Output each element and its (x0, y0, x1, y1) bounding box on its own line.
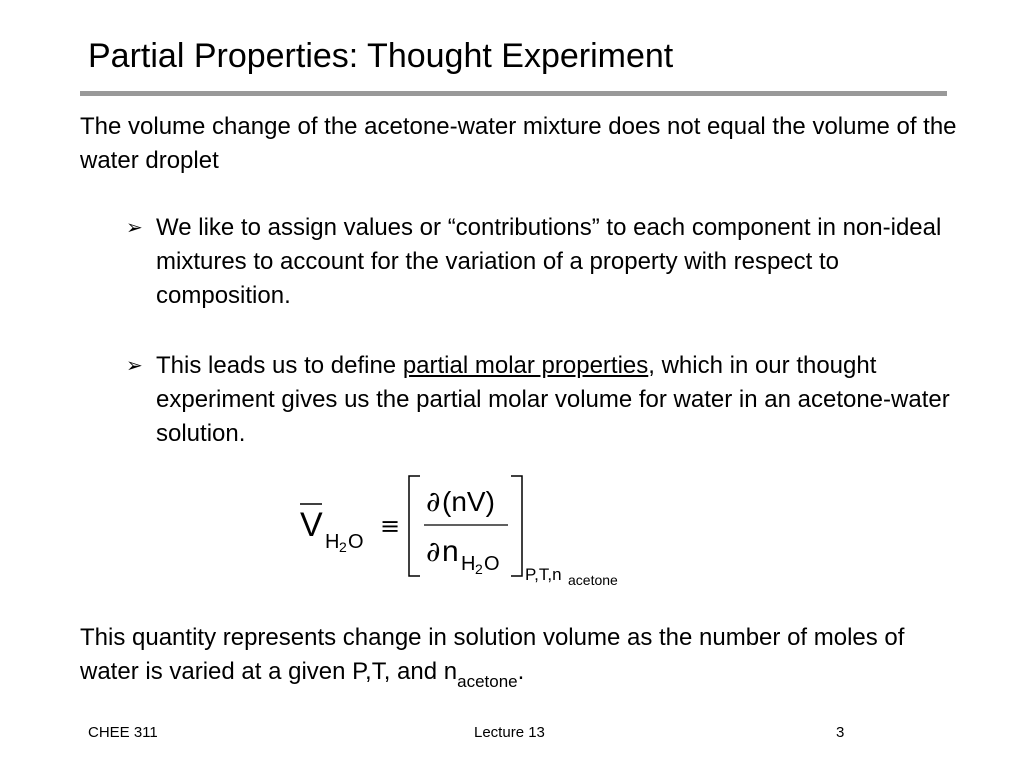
outro-text: This quantity represents change in solution volume as the number of moles of water is varied at a given P,T, and n (80, 624, 905, 685)
denominator-sub-h: H (461, 553, 476, 575)
bullet-item-partial-molar (126, 349, 956, 451)
bullet-text-after: , which in our thought experiment gives us the partial molar volume for water in an acetone-water solution. (156, 352, 950, 447)
constraint-sub: acetone (568, 572, 618, 588)
left-bracket (409, 476, 420, 576)
outro-paragraph (80, 621, 960, 689)
lhs-sub-o: O (348, 531, 364, 553)
constraint-label: P,T,n (525, 565, 562, 584)
lhs-sub-2: 2 (339, 539, 347, 555)
arrow-bullet-icon: ➢ (126, 217, 143, 239)
lhs-symbol: V (300, 506, 323, 544)
denominator-sub-2: 2 (475, 561, 483, 577)
equiv-sign: ≡ (380, 512, 401, 540)
outro-subscript: acetone (457, 672, 518, 691)
numerator-rest: (nV) (442, 486, 495, 517)
bullet-text-before: This leads us to define (156, 352, 403, 379)
arrow-bullet-icon: ➢ (126, 355, 143, 377)
denominator-n: n (442, 535, 459, 568)
denominator-partial: ∂ (426, 535, 441, 568)
denominator-sub-o: O (484, 553, 500, 575)
footer-course: CHEE 311 (88, 724, 158, 741)
bullet-text (156, 349, 956, 451)
bullet-item-contributions (126, 211, 956, 313)
title-divider (80, 91, 947, 96)
slide-title: Partial Properties: Thought Experiment (88, 37, 674, 75)
intro-paragraph: The volume change of the acetone-water mixture does not equal the volume of the water droplet (80, 113, 957, 174)
right-bracket (511, 476, 522, 576)
equation-graphic (298, 470, 658, 590)
footer-lecture: Lecture 13 (474, 724, 545, 741)
partial-molar-volume-equation (298, 470, 658, 590)
outro-end: . (517, 658, 525, 685)
footer-page-number: 3 (836, 724, 845, 741)
lhs-sub-h: H (325, 531, 340, 553)
bullet-text: We like to assign values or “contributions” to each component in non-ideal mixtures to account for the variation of a property with respect to composition. (156, 214, 942, 309)
partial-molar-properties-term: partial molar properties (402, 352, 649, 379)
numerator-partial: ∂ (426, 485, 441, 518)
